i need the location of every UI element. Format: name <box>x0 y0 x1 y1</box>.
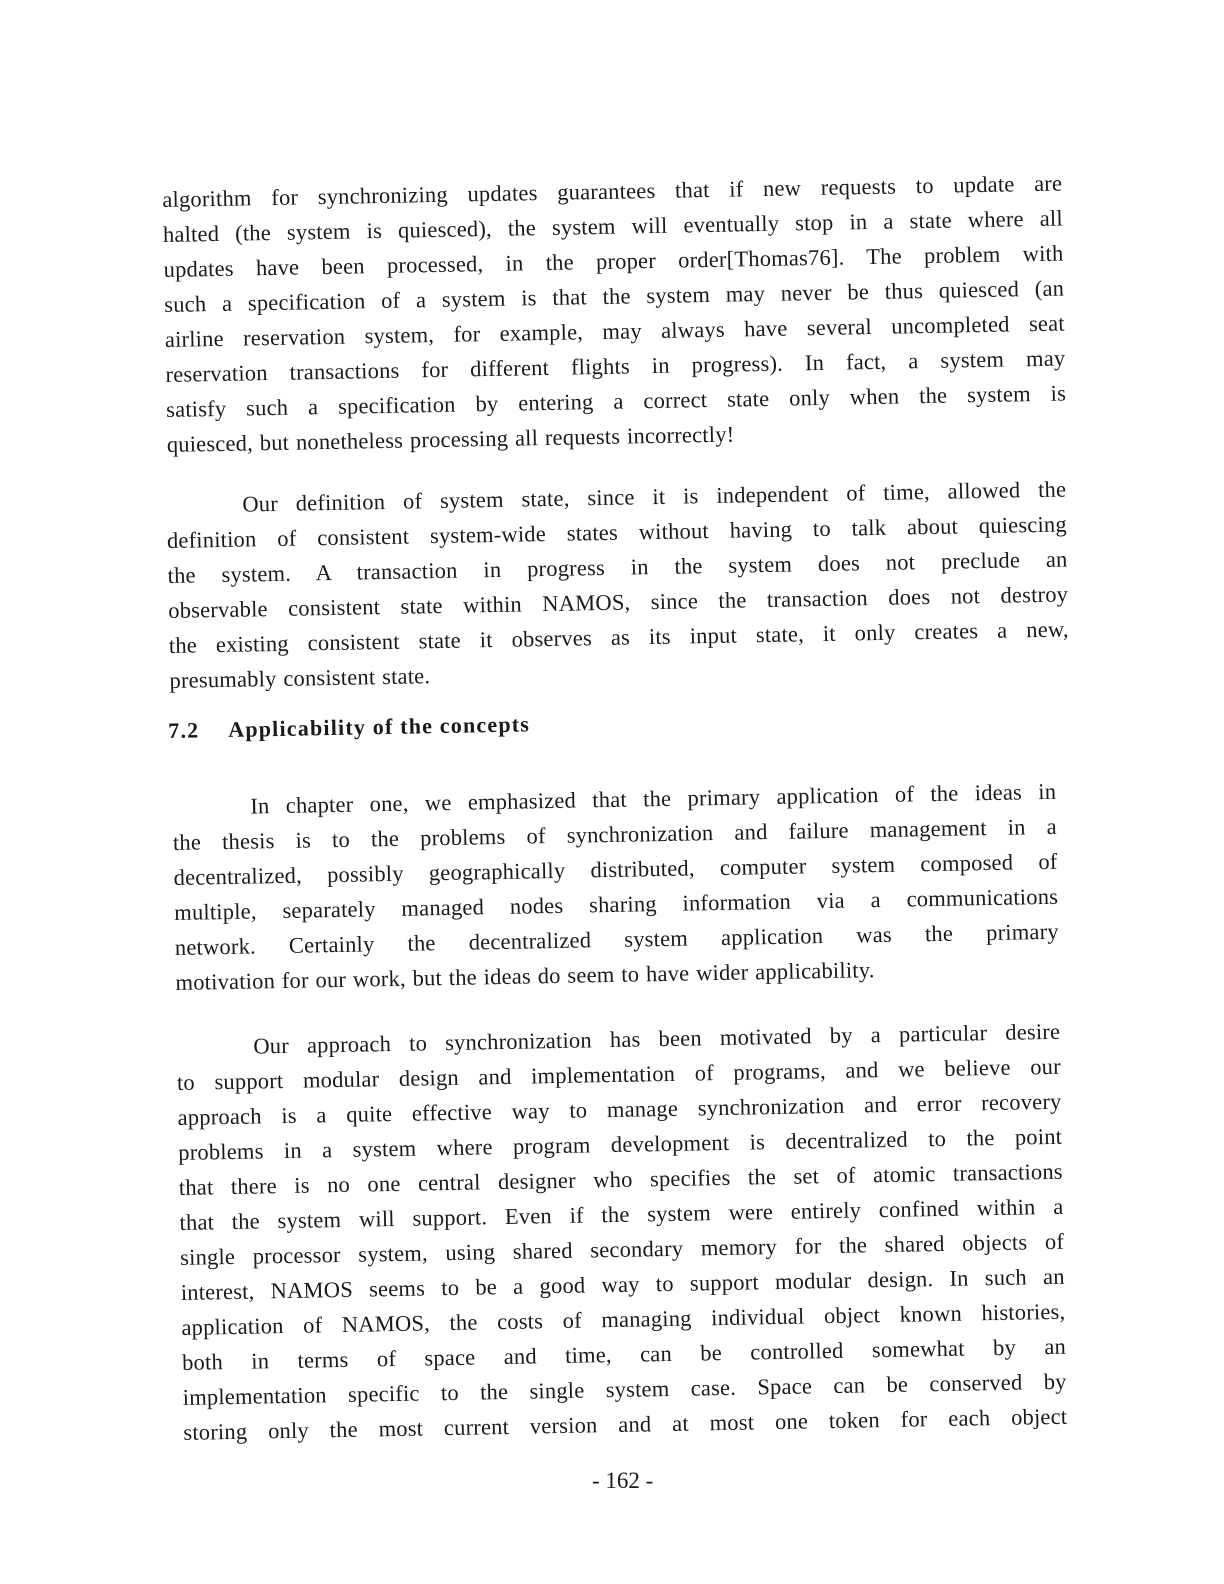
text-line: approach is a quite effective way to manage synchronization and error recovery <box>177 1088 1062 1130</box>
text-line: problems in a system where program development is decentralized to the point <box>178 1123 1063 1165</box>
text-line: that there is no one central designer who specifies the set of atomic transactions <box>178 1158 1063 1200</box>
text-line: the thesis is to the problems of synchronization and failure management in a <box>172 813 1058 855</box>
text-line: presumably consistent state. <box>169 663 431 693</box>
text-line: In chapter one, we emphasized that the primary application of the ideas in <box>250 778 1057 819</box>
text-line: network. Certainly the decentralized system application was the primary <box>174 918 1059 960</box>
text-line: single processor system, using shared secondary memory for the shared objects of <box>179 1228 1065 1270</box>
text-line: decentralized, possibly geographically distributed, computer system composed of <box>173 848 1058 890</box>
section-heading <box>168 711 530 744</box>
text-line: motivation for our work, but the ideas do seem to have wider applicability. <box>175 957 875 995</box>
text-line: both in terms of space and time, can be controlled somewhat by an <box>181 1333 1067 1375</box>
paragraph-4 <box>176 1014 1068 1450</box>
text-line: airline reservation system, for example, may always have several uncompleted seat <box>164 310 1065 352</box>
section-number: 7.2 <box>168 717 200 743</box>
paragraph-2 <box>166 472 1070 698</box>
paragraph-3 <box>172 774 1060 1000</box>
text-line: that the system will support. Even if the system were entirely confined within a <box>179 1193 1064 1235</box>
paragraph-1 <box>162 166 1067 462</box>
text-line: application of NAMOS, the costs of managing individual object known histories, <box>181 1298 1066 1340</box>
text-line: the system. A transaction in progress in the system does not preclude an <box>167 546 1068 588</box>
text-line: halted (the system is quiesced), the system will eventually stop in a state where all <box>162 205 1064 247</box>
text-line: storing only the most current version and at most one token for each object <box>183 1403 1068 1445</box>
text-line: such a specification of a system is that the system may never be thus quiesced (an <box>164 275 1065 317</box>
text-line: reservation transactions for different flights in progress). In fact, a system may <box>165 345 1066 387</box>
text-line: Our definition of system state, since it is independent of time, allowed the <box>242 476 1067 517</box>
text-line: multiple, separately managed nodes sharing information via a communications <box>174 883 1059 925</box>
section-title: Applicability of the concepts <box>227 711 531 742</box>
text-line: observable consistent state within NAMOS, since the transaction does not destroy <box>168 581 1069 623</box>
text-line: Our approach to synchronization has been motivated by a particular desire <box>253 1018 1061 1059</box>
text-line: definition of consistent system-wide states without having to talk about quiescing <box>166 511 1068 553</box>
text-line: implementation specific to the single system case. Space can be conserved by <box>182 1368 1067 1410</box>
page-number: - 162 - <box>592 1468 654 1493</box>
text-line: algorithm for synchronizing updates guarantees that if new requests to update are <box>162 170 1063 212</box>
text-line: the existing consistent state it observes as its input state, it only creates a new, <box>168 616 1069 658</box>
text-line: quiesced, but nonetheless processing all requests incorrectly! <box>166 421 735 457</box>
text-line: satisfy such a specification by entering a correct state only when the system is <box>165 380 1067 422</box>
text-line: interest, NAMOS seems to be a good way to support modular design. In such an <box>180 1263 1065 1305</box>
text-line: to support modular design and implementation of programs, and we believe our <box>176 1053 1062 1095</box>
text-line: updates have been processed, in the proper order[Thomas76]. The problem with <box>163 240 1064 282</box>
